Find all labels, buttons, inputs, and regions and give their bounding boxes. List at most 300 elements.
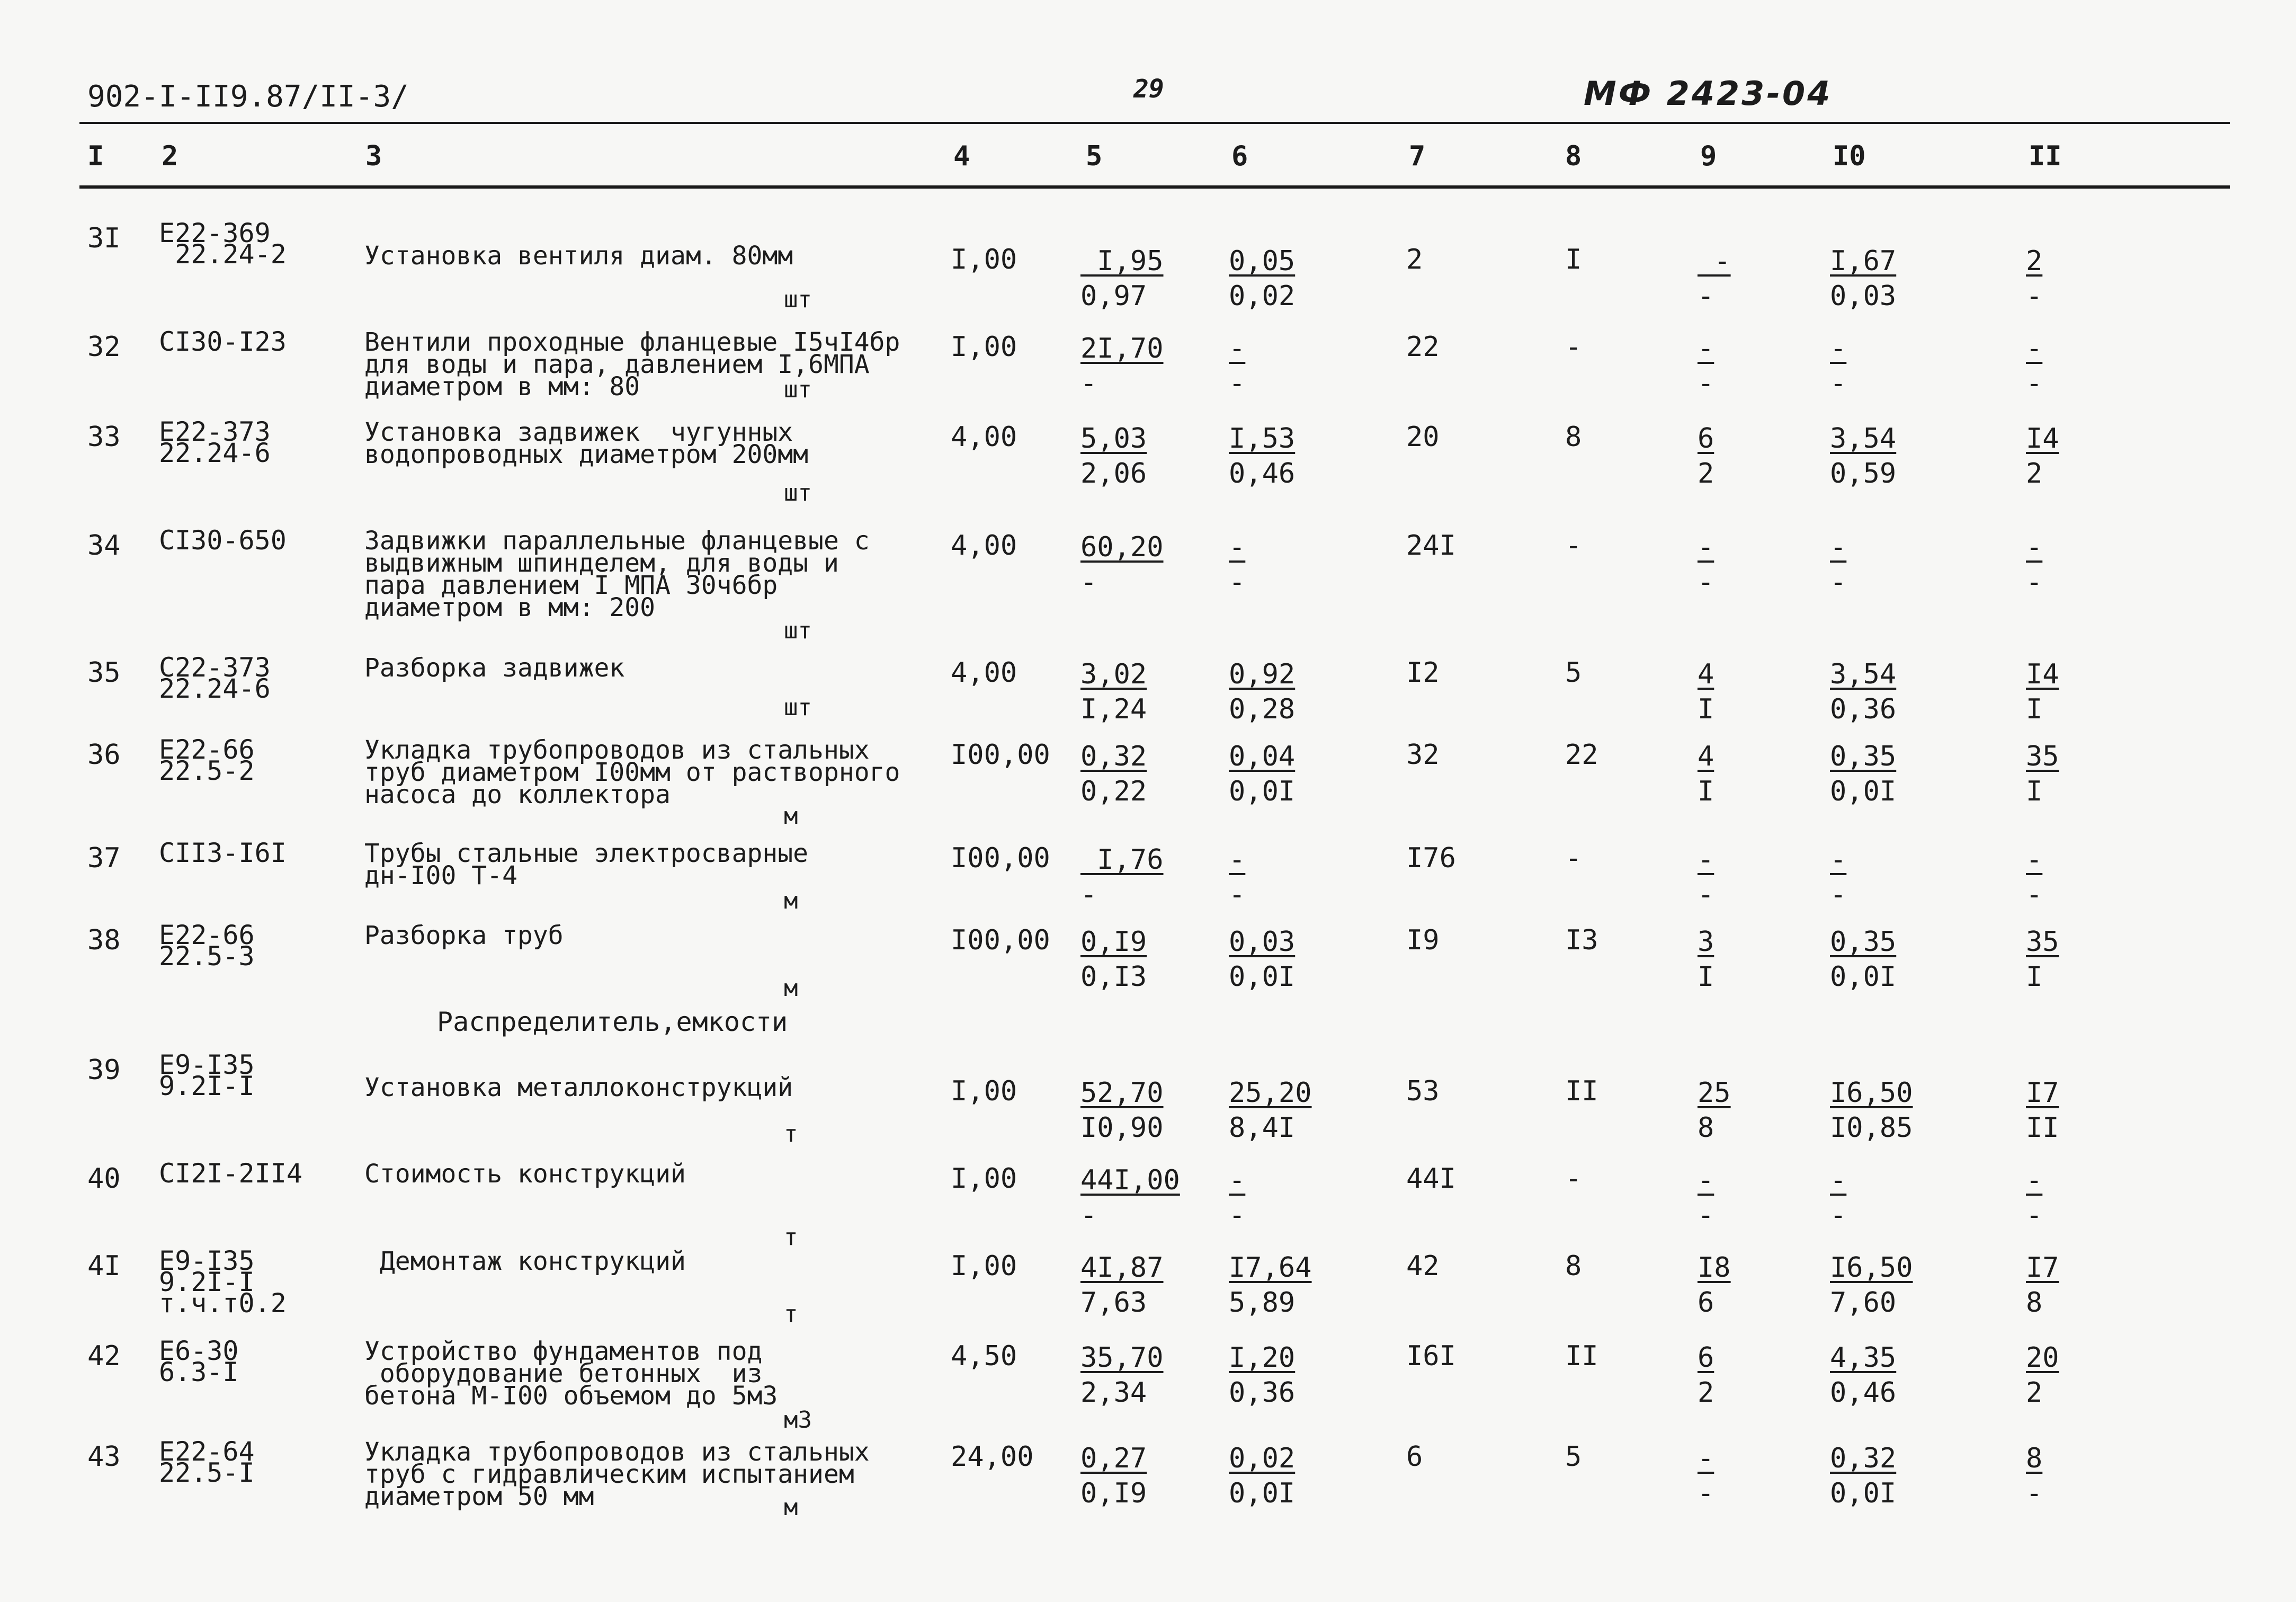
row-3-col9-top: 6 (1698, 423, 1714, 455)
row-4-col11 (2026, 530, 2084, 600)
row-11-col7: 42 (1406, 1250, 1440, 1282)
row-6-col5 (1080, 739, 1147, 809)
row-11-col6-bottom: 5,89 (1229, 1287, 1296, 1319)
row-1-col6 (1229, 244, 1295, 314)
row-2-quantity: I,00 (951, 331, 1017, 363)
row-6-col11 (2026, 739, 2084, 809)
column-header-8: 8 (1565, 140, 1582, 172)
row-5-quantity: 4,00 (951, 657, 1017, 689)
row-5-col5-top: 3,02 (1080, 658, 1147, 690)
row-4-col8: - (1565, 530, 1582, 562)
row-9-col6-top: 25,20 (1229, 1077, 1312, 1109)
row-3-description: Установка задвижек чугунных водопроводных диаметром 200мм (364, 417, 809, 469)
column-header-2: 2 (162, 140, 178, 172)
row-3-col5 (1080, 421, 1147, 491)
row-7-col5 (1080, 842, 1164, 912)
row-1-col5-bottom: 0,97 (1080, 280, 1147, 312)
row-7-col8: - (1565, 842, 1582, 874)
row-8-col8: I3 (1565, 924, 1598, 956)
row-2-col5 (1080, 331, 1164, 401)
row-12-col6-bottom: 0,36 (1229, 1377, 1296, 1409)
row-9-col8: II (1565, 1075, 1598, 1107)
row-13-col9-bottom: - (1698, 1478, 1714, 1509)
row-13-unit: м (784, 1494, 798, 1521)
row-8-quantity: I00,00 (951, 924, 1050, 956)
row-8-col11-top: 35 (2026, 926, 2059, 958)
row-5-col11-top: I4 (2026, 658, 2059, 690)
row-7-col10-bottom: - (1830, 879, 1847, 911)
row-10-col6-top: - (1229, 1164, 1246, 1196)
section-title: Распределитель,емкости (437, 1007, 788, 1037)
row-11-col6 (1229, 1250, 1312, 1320)
row-1-col10 (1830, 244, 1896, 314)
row-10-col11 (2026, 1163, 2084, 1233)
row-1-unit: шт (784, 286, 812, 313)
row-12-description: Устройство фундаментов под оборудование бетонных из бетона М-I00 объемом до 5м3 (364, 1337, 778, 1411)
row-13-col10-bottom: 0,0I (1830, 1478, 1897, 1509)
row-13-col10-top: 0,32 (1830, 1443, 1897, 1474)
row-10-col10-top: - (1830, 1164, 1847, 1196)
row-5-col10-top: 3,54 (1830, 658, 1897, 690)
row-4-col6 (1229, 530, 1287, 600)
row-9-col10-top: I6,50 (1830, 1077, 1913, 1109)
row-12-col5-bottom: 2,34 (1080, 1377, 1147, 1409)
row-8-number: 38 (87, 924, 121, 956)
row-13-description: Укладка трубопроводов из стальных труб с гидравлическим испытанием диаметром 50 мм (364, 1437, 870, 1511)
column-header-9: 9 (1700, 140, 1717, 172)
row-13-col11 (2026, 1441, 2084, 1511)
row-10-col10-bottom: - (1830, 1199, 1847, 1231)
row-3-col6-top: I,53 (1229, 423, 1296, 455)
row-3-number: 33 (87, 421, 121, 453)
row-4-col10-bottom: - (1830, 566, 1847, 598)
row-6-norm-code: Е22-66 22.5-2 (159, 734, 255, 786)
row-3-col5-bottom: 2,06 (1080, 458, 1147, 490)
row-5-col9-bottom: I (1698, 693, 1714, 725)
row-6-col9-top: 4 (1698, 741, 1714, 772)
row-1-col9-bottom: - (1698, 280, 1714, 312)
row-7-col11-bottom: - (2026, 879, 2043, 911)
row-3-col11 (2026, 421, 2084, 491)
row-8-col7: I9 (1406, 924, 1440, 956)
row-1-col11-top: 2 (2026, 245, 2043, 277)
row-7-norm-code: СII3-I6I (159, 838, 287, 868)
row-9-col11-top: I7 (2026, 1077, 2059, 1109)
row-5-col11-bottom: I (2026, 693, 2043, 725)
row-6-col9-bottom: I (1698, 776, 1714, 807)
column-header-7: 7 (1409, 140, 1426, 172)
row-4-description: Задвижки параллельные фланцевые с выдвижным шпинделем, для воды и пара давлением I МПА 30ч6бр диаметром в мм: 200 (364, 526, 870, 622)
row-8-col6-top: 0,03 (1229, 926, 1296, 958)
row-4-col9-top: - (1698, 531, 1714, 563)
row-13-col6-bottom: 0,0I (1229, 1478, 1296, 1509)
row-7-number: 37 (87, 842, 121, 874)
row-1-number: 3I (87, 222, 121, 254)
row-8-col5-top: 0,I9 (1080, 926, 1147, 958)
row-7-col6-bottom: - (1229, 879, 1246, 911)
row-6-unit: м (784, 803, 798, 830)
row-5-col8: 5 (1565, 657, 1582, 689)
row-6-number: 36 (87, 739, 121, 771)
row-5-col5-bottom: I,24 (1080, 693, 1147, 725)
row-11-col11-top: I7 (2026, 1252, 2059, 1284)
row-9-col10-bottom: I0,85 (1830, 1112, 1913, 1144)
row-1-col8: I (1565, 244, 1582, 275)
row-10-description: Стоимость конструкций (364, 1159, 686, 1189)
row-12-norm-code: Е6-30 6.3-I (159, 1336, 239, 1387)
row-8-col5 (1080, 924, 1147, 994)
row-5-unit: шт (784, 694, 812, 721)
row-5-col6-bottom: 0,28 (1229, 693, 1296, 725)
row-1-col10-top: I,67 (1830, 245, 1897, 277)
row-12-col7: I6I (1406, 1340, 1456, 1372)
row-3-quantity: 4,00 (951, 421, 1017, 453)
document-code: 902-I-II9.87/II-3/ (87, 79, 409, 114)
row-4-col10 (1830, 530, 1888, 600)
column-header-5: 5 (1086, 140, 1103, 172)
row-1-col11 (2026, 244, 2084, 314)
row-13-col8: 5 (1565, 1441, 1582, 1473)
row-3-col6-bottom: 0,46 (1229, 458, 1296, 490)
row-2-col7: 22 (1406, 331, 1440, 363)
row-2-col9-bottom: - (1698, 368, 1714, 399)
row-10-col5-top: 44I,00 (1080, 1164, 1180, 1196)
row-6-col10-bottom: 0,0I (1830, 776, 1897, 807)
row-11-col6-top: I7,64 (1229, 1252, 1312, 1284)
row-8-col6 (1229, 924, 1295, 994)
row-10-col9-bottom: - (1698, 1199, 1714, 1231)
row-4-number: 34 (87, 530, 121, 562)
row-11-col5-top: 4I,87 (1080, 1252, 1164, 1284)
row-9-col10 (1830, 1075, 1913, 1145)
row-5-col9-top: 4 (1698, 658, 1714, 690)
row-9-norm-code: Е9-I35 9.2I-I (159, 1049, 255, 1101)
row-13-col9 (1698, 1441, 1756, 1511)
row-11-col5 (1080, 1250, 1164, 1320)
row-13-col10 (1830, 1441, 1896, 1511)
column-header-11: II (2029, 140, 2062, 172)
row-5-col6-top: 0,92 (1229, 658, 1296, 690)
column-header-3: 3 (365, 140, 382, 172)
row-12-col5 (1080, 1340, 1164, 1410)
row-2-col10 (1830, 331, 1888, 401)
row-8-col9-bottom: I (1698, 961, 1714, 993)
row-12-quantity: 4,50 (951, 1340, 1017, 1372)
row-12-col9-top: 6 (1698, 1342, 1714, 1374)
row-11-col11 (2026, 1250, 2084, 1320)
row-6-col6-bottom: 0,0I (1229, 776, 1296, 807)
row-6-quantity: I00,00 (951, 739, 1050, 771)
row-9-col11 (2026, 1075, 2084, 1145)
row-4-col6-top: - (1229, 531, 1246, 563)
row-4-col11-top: - (2026, 531, 2043, 563)
row-10-number: 40 (87, 1163, 121, 1195)
row-7-col11 (2026, 842, 2084, 912)
row-2-col10-bottom: - (1830, 368, 1847, 399)
row-11-col10-bottom: 7,60 (1830, 1287, 1897, 1319)
row-2-col11-top: - (2026, 333, 2043, 364)
row-1-col6-bottom: 0,02 (1229, 280, 1296, 312)
row-3-unit: шт (784, 479, 812, 506)
row-10-col9 (1698, 1163, 1756, 1233)
row-10-col8: - (1565, 1163, 1582, 1195)
row-7-col9-top: - (1698, 844, 1714, 876)
row-12-col11 (2026, 1340, 2084, 1410)
row-9-col11-bottom: II (2026, 1112, 2059, 1144)
row-5-norm-code: С22-373 22.24-6 (159, 652, 271, 704)
row-4-col9 (1698, 530, 1756, 600)
column-header-6: 6 (1231, 140, 1248, 172)
row-8-col10-bottom: 0,0I (1830, 961, 1897, 993)
row-11-col9 (1698, 1250, 1756, 1320)
row-2-col11 (2026, 331, 2084, 401)
row-10-col7: 44I (1406, 1163, 1456, 1195)
row-8-col10 (1830, 924, 1896, 994)
row-1-col6-top: 0,05 (1229, 245, 1296, 277)
row-2-unit: шт (784, 376, 812, 403)
row-8-col11 (2026, 924, 2084, 994)
row-5-col5 (1080, 657, 1147, 727)
row-12-col6 (1229, 1340, 1295, 1410)
row-2-number: 32 (87, 331, 121, 363)
row-12-col9 (1698, 1340, 1756, 1410)
row-6-col7: 32 (1406, 739, 1440, 771)
row-2-col5-top: 2I,70 (1080, 333, 1164, 364)
row-5-number: 35 (87, 657, 121, 689)
row-10-norm-code: СI2I-2II4 (159, 1158, 302, 1189)
row-6-col9 (1698, 739, 1756, 809)
row-7-description: Трубы стальные электросварные дн-I00 Т-4 (364, 839, 809, 891)
row-10-col6 (1229, 1163, 1287, 1233)
row-4-col6-bottom: - (1229, 566, 1246, 598)
row-7-col10 (1830, 842, 1888, 912)
row-1-description: Установка вентиля диам. 80мм (364, 241, 793, 271)
row-11-col9-top: I8 (1698, 1252, 1731, 1284)
row-12-unit: м3 (784, 1407, 812, 1434)
row-3-col10-top: 3,54 (1830, 423, 1897, 455)
row-4-col5-top: 60,20 (1080, 531, 1164, 563)
row-10-col5-bottom: - (1080, 1199, 1097, 1231)
row-8-col6-bottom: 0,0I (1229, 961, 1296, 993)
column-header-4: 4 (953, 140, 970, 172)
row-6-col6-top: 0,04 (1229, 741, 1296, 772)
row-3-col10-bottom: 0,59 (1830, 458, 1897, 490)
row-8-description: Разборка труб (364, 921, 564, 950)
row-11-description: Демонтаж конструкций (364, 1247, 686, 1276)
row-12-col9-bottom: 2 (1698, 1377, 1714, 1409)
row-11-col5-bottom: 7,63 (1080, 1287, 1147, 1319)
row-13-col5-top: 0,27 (1080, 1443, 1147, 1474)
row-6-col11-top: 35 (2026, 741, 2059, 772)
row-2-norm-code: СI30-I23 (159, 326, 287, 357)
row-6-col10 (1830, 739, 1896, 809)
row-4-col9-bottom: - (1698, 566, 1714, 598)
row-9-col5 (1080, 1075, 1164, 1145)
column-header-1: I (87, 140, 104, 172)
row-6-col8: 22 (1565, 739, 1598, 771)
row-3-col5-top: 5,03 (1080, 423, 1147, 455)
row-9-col9-top: 25 (1698, 1077, 1731, 1109)
row-11-col10 (1830, 1250, 1913, 1320)
row-1-col9-top: - (1698, 245, 1731, 277)
row-5-col10 (1830, 657, 1896, 727)
page-number: 29 (1133, 74, 1164, 104)
row-7-col11-top: - (2026, 844, 2043, 876)
row-3-col11-top: I4 (2026, 423, 2059, 455)
row-12-col8: II (1565, 1340, 1598, 1372)
row-7-col6-top: - (1229, 844, 1246, 876)
row-13-norm-code: Е22-64 22.5-I (159, 1436, 255, 1488)
row-8-col9-top: 3 (1698, 926, 1714, 958)
row-5-col11 (2026, 657, 2084, 727)
row-12-col11-top: 20 (2026, 1342, 2059, 1374)
row-9-quantity: I,00 (951, 1075, 1017, 1107)
row-5-col10-bottom: 0,36 (1830, 693, 1897, 725)
row-7-col5-bottom: - (1080, 879, 1097, 911)
row-7-col6 (1229, 842, 1287, 912)
row-13-col5-bottom: 0,I9 (1080, 1478, 1147, 1509)
row-4-col11-bottom: - (2026, 566, 2043, 598)
row-13-quantity: 24,00 (951, 1441, 1034, 1473)
row-1-norm-code: Е22-369 22.24-2 (159, 218, 287, 270)
row-4-norm-code: СI30-650 (159, 525, 287, 556)
row-13-col5 (1080, 1441, 1147, 1511)
row-10-col6-bottom: - (1229, 1199, 1246, 1231)
row-11-unit: т (784, 1301, 798, 1328)
row-1-col5 (1080, 244, 1164, 314)
archive-stamp: МФ 2423-04 (1584, 74, 1833, 113)
row-10-col9-top: - (1698, 1164, 1714, 1196)
row-6-col10-top: 0,35 (1830, 741, 1897, 772)
row-10-col10 (1830, 1163, 1888, 1233)
row-9-col9-bottom: 8 (1698, 1112, 1714, 1144)
row-13-col11-top: 8 (2026, 1443, 2043, 1474)
header-top-rule (79, 122, 2230, 124)
row-2-col9 (1698, 331, 1756, 401)
row-6-col5-top: 0,32 (1080, 741, 1147, 772)
row-13-col9-top: - (1698, 1443, 1714, 1474)
row-3-col8: 8 (1565, 421, 1582, 453)
row-2-description: Вентили проходные фланцевые I5чI4бр для воды и пара, давлением I,6МПА диаметром в мм: 80 (364, 327, 900, 402)
row-12-col5-top: 35,70 (1080, 1342, 1164, 1374)
row-2-col11-bottom: - (2026, 368, 2043, 399)
row-13-col11-bottom: - (2026, 1478, 2043, 1509)
row-3-col7: 20 (1406, 421, 1440, 453)
row-10-quantity: I,00 (951, 1163, 1017, 1195)
row-10-unit: т (784, 1224, 798, 1251)
row-12-col10-top: 4,35 (1830, 1342, 1897, 1374)
row-2-col10-top: - (1830, 333, 1847, 364)
row-11-col11-bottom: 8 (2026, 1287, 2043, 1319)
row-2-col6-bottom: - (1229, 368, 1246, 399)
row-9-number: 39 (87, 1054, 121, 1086)
row-13-col6-top: 0,02 (1229, 1443, 1296, 1474)
header-bottom-rule (79, 185, 2230, 189)
row-3-col11-bottom: 2 (2026, 458, 2043, 490)
row-7-col9-bottom: - (1698, 879, 1714, 911)
row-11-norm-code: Е9-I35 9.2I-I т.ч.т0.2 (159, 1245, 287, 1319)
row-7-col9 (1698, 842, 1756, 912)
row-12-number: 42 (87, 1340, 121, 1372)
row-3-norm-code: Е22-373 22.24-6 (159, 416, 271, 468)
row-7-unit: м (784, 887, 798, 914)
row-2-col6-top: - (1229, 333, 1246, 364)
row-4-col7: 24I (1406, 530, 1456, 562)
row-1-col5-top: I,95 (1080, 245, 1164, 277)
row-5-col6 (1229, 657, 1295, 727)
row-12-col11-bottom: 2 (2026, 1377, 2043, 1409)
row-4-col5-bottom: - (1080, 566, 1097, 598)
row-1-quantity: I,00 (951, 244, 1017, 275)
row-1-col11-bottom: - (2026, 280, 2043, 312)
row-8-col10-top: 0,35 (1830, 926, 1897, 958)
row-2-col9-top: - (1698, 333, 1714, 364)
row-3-col6 (1229, 421, 1295, 491)
row-3-col9 (1698, 421, 1756, 491)
row-3-col9-bottom: 2 (1698, 458, 1714, 490)
row-2-col6 (1229, 331, 1287, 401)
row-7-col10-top: - (1830, 844, 1847, 876)
row-1-col10-bottom: 0,03 (1830, 280, 1897, 312)
row-11-col10-top: I6,50 (1830, 1252, 1913, 1284)
row-9-col6 (1229, 1075, 1312, 1145)
row-9-col6-bottom: 8,4I (1229, 1112, 1296, 1144)
row-6-col5-bottom: 0,22 (1080, 776, 1147, 807)
row-6-description: Укладка трубопроводов из стальных труб диаметром I00мм от растворного насоса до коллектора (364, 735, 900, 809)
row-8-col9 (1698, 924, 1756, 994)
row-12-col6-top: I,20 (1229, 1342, 1296, 1374)
row-8-norm-code: Е22-66 22.5-3 (159, 920, 255, 972)
row-5-col7: I2 (1406, 657, 1440, 689)
row-4-col5 (1080, 530, 1164, 600)
row-7-col5-top: I,76 (1080, 844, 1164, 876)
row-5-description: Разборка задвижек (364, 653, 625, 683)
row-11-quantity: I,00 (951, 1250, 1017, 1282)
row-9-col5-bottom: I0,90 (1080, 1112, 1164, 1144)
row-9-col9 (1698, 1075, 1756, 1145)
row-11-col8: 8 (1565, 1250, 1582, 1282)
row-9-description: Установка металлоконструкций (364, 1073, 793, 1102)
row-7-quantity: I00,00 (951, 842, 1050, 874)
row-12-col10 (1830, 1340, 1896, 1410)
row-11-col9-bottom: 6 (1698, 1287, 1714, 1319)
row-10-col11-bottom: - (2026, 1199, 2043, 1231)
row-1-col7: 2 (1406, 244, 1423, 275)
row-13-col6 (1229, 1441, 1295, 1511)
row-6-col11-bottom: I (2026, 776, 2043, 807)
row-13-col7: 6 (1406, 1441, 1423, 1473)
row-9-unit: т (784, 1120, 798, 1147)
row-1-col9 (1698, 244, 1756, 314)
row-10-col11-top: - (2026, 1164, 2043, 1196)
row-8-col5-bottom: 0,I3 (1080, 961, 1147, 993)
column-header-10: I0 (1833, 140, 1866, 172)
row-9-col5-top: 52,70 (1080, 1077, 1164, 1109)
row-6-col6 (1229, 739, 1295, 809)
row-10-col5 (1080, 1163, 1180, 1233)
row-12-col10-bottom: 0,46 (1830, 1377, 1897, 1409)
row-8-unit: м (784, 975, 798, 1002)
row-4-col10-top: - (1830, 531, 1847, 563)
row-4-quantity: 4,00 (951, 530, 1017, 562)
row-4-unit: шт (784, 617, 812, 644)
row-5-col9 (1698, 657, 1756, 727)
row-8-col11-bottom: I (2026, 961, 2043, 993)
row-11-number: 4I (87, 1250, 121, 1282)
row-7-col7: I76 (1406, 842, 1456, 874)
row-2-col8: - (1565, 331, 1582, 363)
row-2-col5-bottom: - (1080, 368, 1097, 399)
